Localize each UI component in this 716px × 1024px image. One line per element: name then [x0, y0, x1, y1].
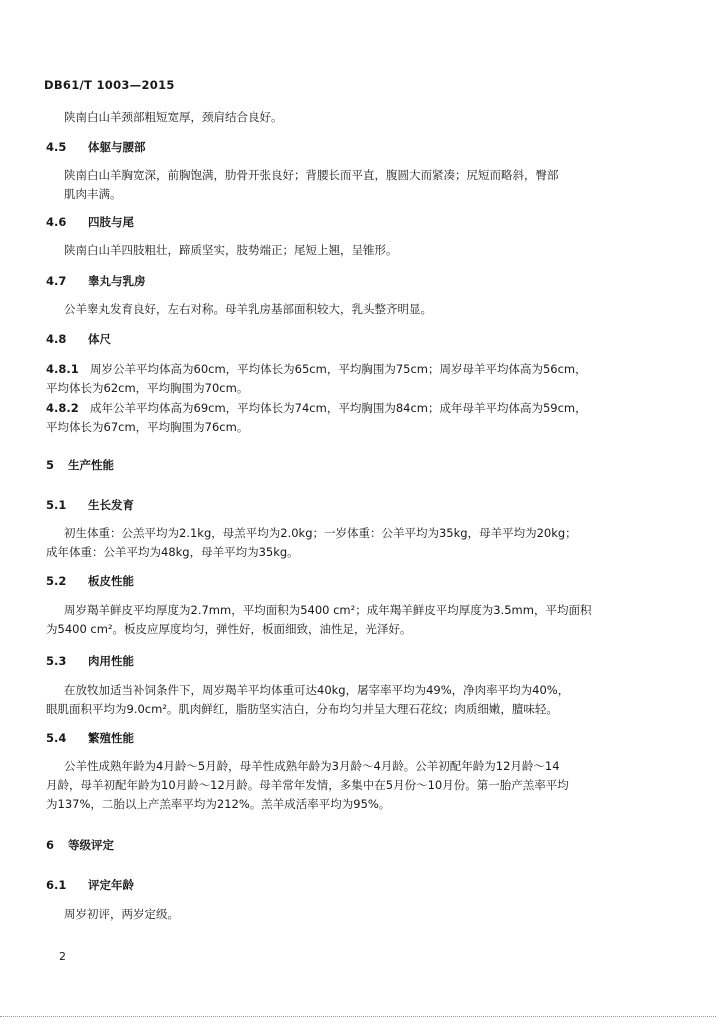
section-heading-5-4: 5.4 繁殖性能: [46, 731, 134, 745]
paragraph-4-8-1: 4.8.1 周岁公羊平均体高为60cm，平均体长为65cm，平均胸围为75cm；周岁母羊平均体高为56cm， 平均体长为62cm，平均胸围为70cm。: [46, 362, 587, 395]
section-heading-5-3: 5.3 肉用性能: [46, 654, 134, 668]
paragraph-5-2: 周岁羯羊鲜皮平均厚度为2.7mm，平均面积为5400 cm²；成年羯羊鲜皮平均厚度为3.5mm，平均面积 为5400 cm²。板皮应厚度均匀，弹性好，板面细致，油性足，光泽好。: [46, 603, 592, 636]
section-heading-5-2: 5.2 板皮性能: [46, 574, 134, 588]
paragraph-4-5: 陕南白山羊胸宽深，前胸饱满，肋骨开张良好；背腰长而平直，腹圆大而紧凑；尻短而略斜，臀部 肌肉丰满。: [64, 168, 559, 201]
paragraph-6-1: 周岁初评，两岁定级。: [64, 907, 179, 921]
paragraph-4-6: 陕南白山羊四肢粗壮，蹄质坚实，肢势端正；尾短上翘，呈锥形。: [64, 243, 398, 257]
paragraph-4-8-2: 4.8.2 成年公羊平均体高为69cm，平均体长为74cm，平均胸围为84cm；成年母羊平均体高为59cm， 平均体长为67cm，平均胸围为76cm。: [46, 401, 587, 434]
page-number: 2: [59, 950, 66, 963]
paragraph-5-4: 公羊性成熟年龄为4月龄～5月龄，母羊性成熟年龄为3月龄～4月龄。公羊初配年龄为12月龄～14 月龄，母羊初配年龄为10月龄～12月龄。母羊常年发情，多集中在5月份～10月份。第一胎产羔率平均 为137%，二胎以上产羔率平均为212%。羔羊成活率平均为95%。: [46, 759, 569, 811]
scan-edge-divider: [0, 1016, 716, 1017]
document-header: DB61/T 1003—2015: [44, 78, 175, 92]
paragraph-5-1: 初生体重：公羔平均为2.1kg，母羔平均为2.0kg；一岁体重：公羊平均为35kg，母羊平均为20kg； 成年体重：公羊平均为48kg，母羊平均为35kg。: [46, 526, 577, 559]
paragraph-neck: 陕南白山羊颈部粗短宽厚，颈肩结合良好。: [64, 110, 283, 124]
section-heading-4-6: 4.6 四肢与尾: [46, 215, 134, 229]
paragraph-4-7: 公羊睾丸发育良好，左右对称。母羊乳房基部面积较大，乳头整齐明显。: [64, 302, 432, 316]
section-heading-4-8: 4.8 体尺: [46, 332, 111, 346]
section-heading-4-7: 4.7 睾丸与乳房: [46, 274, 146, 288]
section-heading-6-1: 6.1 评定年龄: [46, 878, 134, 892]
chapter-heading-5: 5 生产性能: [46, 458, 114, 472]
section-heading-4-5: 4.5 体躯与腰部: [46, 140, 146, 154]
section-heading-5-1: 5.1 生长发育: [46, 498, 134, 512]
paragraph-5-3: 在放牧加适当补饲条件下，周岁羯羊平均体重可达40kg，屠宰率平均为49%，净肉率平均为40%， 眼肌面积平均为9.0cm²。肌肉鲜红，脂肪坚实洁白，分布均匀并呈大理石花纹；肉质细嫩，膻味轻。: [46, 683, 570, 716]
chapter-heading-6: 6 等级评定: [46, 838, 114, 852]
